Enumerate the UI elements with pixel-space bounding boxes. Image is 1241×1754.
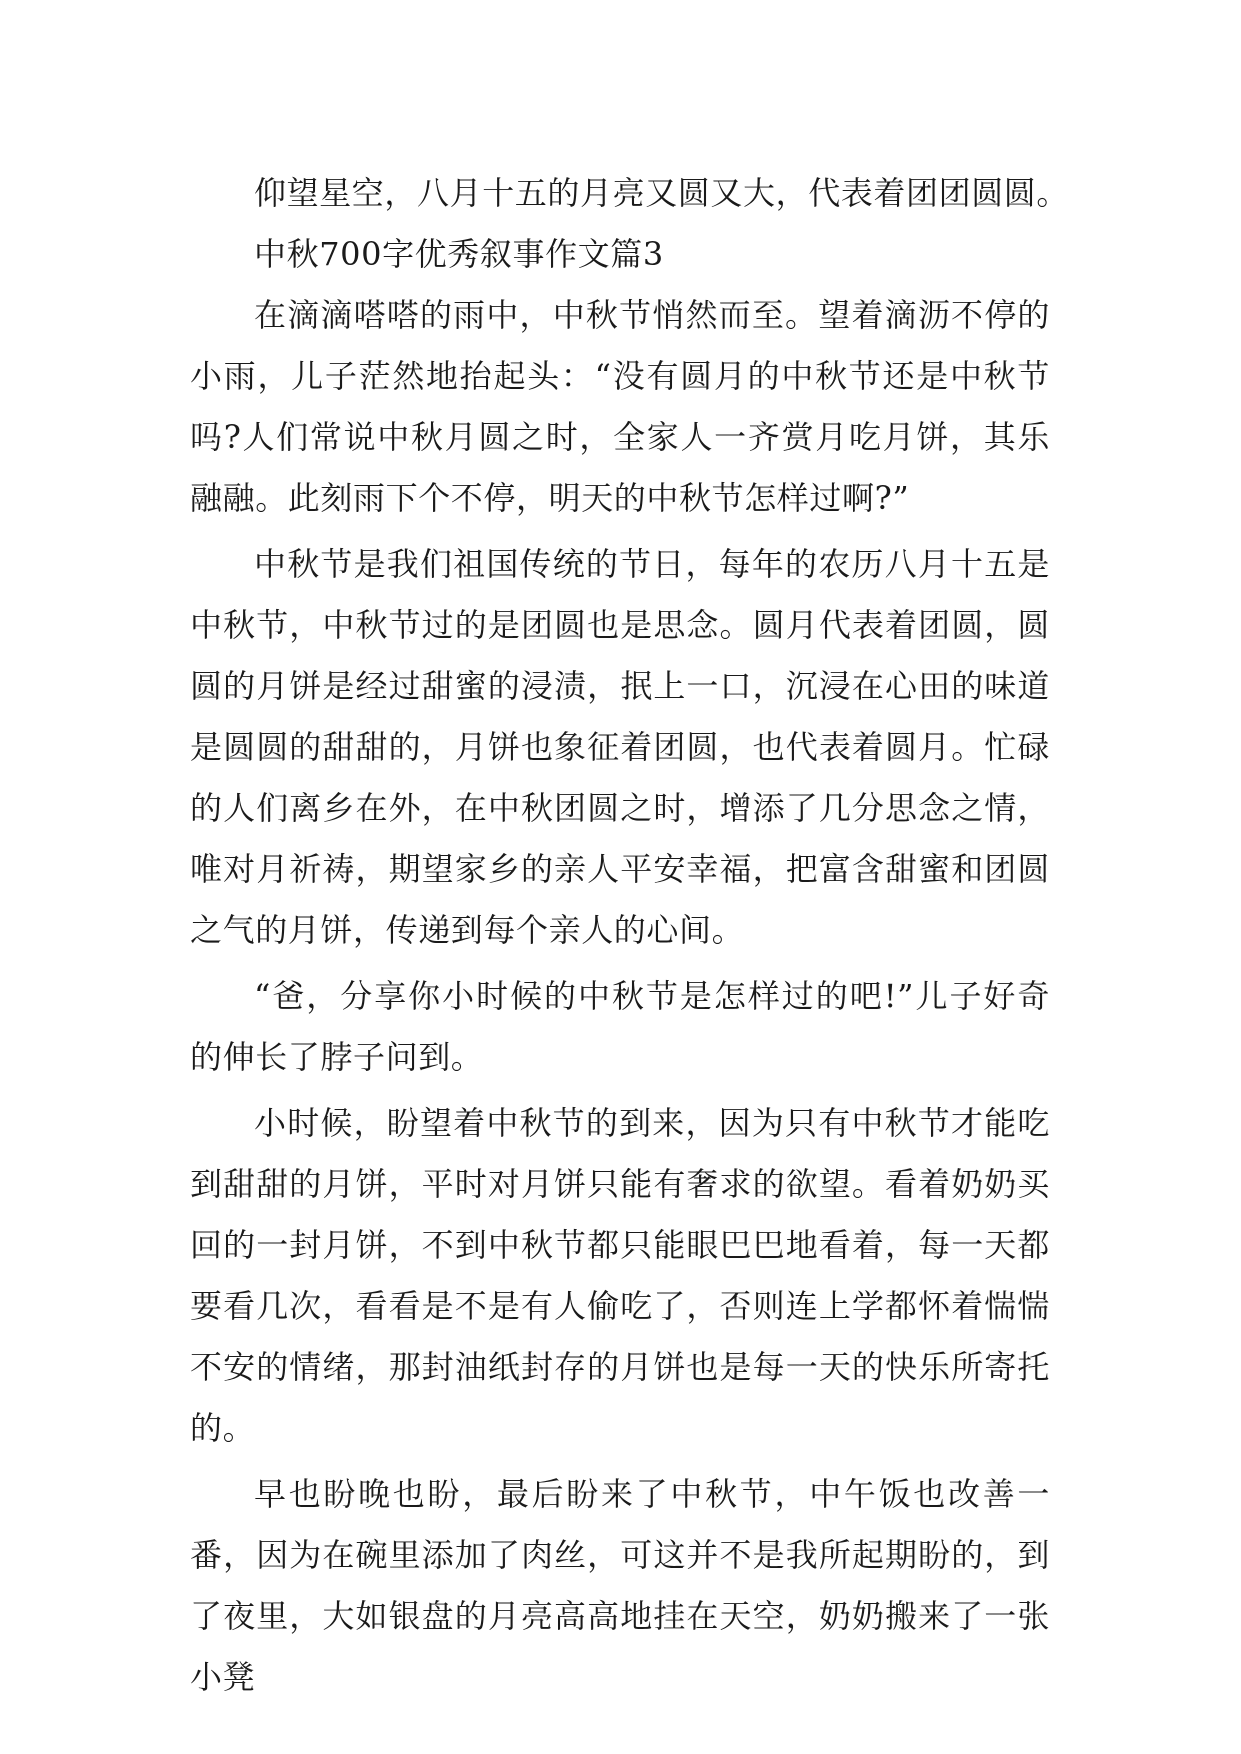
document-page <box>190 163 1070 1708</box>
paragraph-childhood: 小时候，盼望着中秋节的到来，因为只有中秋节才能吃到甜甜的月饼，平时对月饼只能有奢求的欲望。看着奶奶买回的一封月饼，不到中秋节都只能眼巴巴地看着，每一天都要看几次，看看是不是有人偷吃了，否则连上学都怀着惴惴不安的情绪，那封油纸封存的月饼也是每一天的快乐所寄托的。 <box>190 1104 1050 1447</box>
paragraph-tradition: 中秋节是我们祖国传统的节日，每年的农历八月十五是中秋节，中秋节过的是团圆也是思念。圆月代表着团圆，圆圆的月饼是经过甜蜜的浸渍，抿上一口，沉浸在心田的味道是圆圆的甜甜的，月饼也象征着团圆，也代表着圆月。忙碌的人们离乡在外，在中秋团圆之时，增添了几分思念之情，唯对月祈祷，期望家乡的亲人平安幸福，把富含甜蜜和团圆之气的月饼，传递到每个亲人的心间。 <box>190 545 1050 949</box>
paragraph-son-question: “爸，分享你小时候的中秋节是怎样过的吧!”儿子好奇的伸长了脖子问到。 <box>190 977 1050 1076</box>
lead-line: 仰望星空，八月十五的月亮又圆又大，代表着团团圆圆。 <box>254 174 1070 212</box>
paragraph-rain: 在滴滴嗒嗒的雨中，中秋节悄然而至。望着滴沥不停的小雨，儿子茫然地抬起头：“没有圆月的中秋节还是中秋节吗?人们常说中秋月圆之时，全家人一齐赏月吃月饼，其乐融融。此刻雨下个不停，明天的中秋节怎样过啊?” <box>190 296 1050 517</box>
article-heading: 中秋700字优秀叙事作文篇3 <box>254 235 664 273</box>
paragraph-festival-day: 早也盼晚也盼，最后盼来了中秋节，中午饭也改善一番，因为在碗里添加了肉丝，可这并不是我所起期盼的，到了夜里，大如银盘的月亮高高地挂在天空，奶奶搬来了一张小凳 <box>190 1475 1050 1696</box>
